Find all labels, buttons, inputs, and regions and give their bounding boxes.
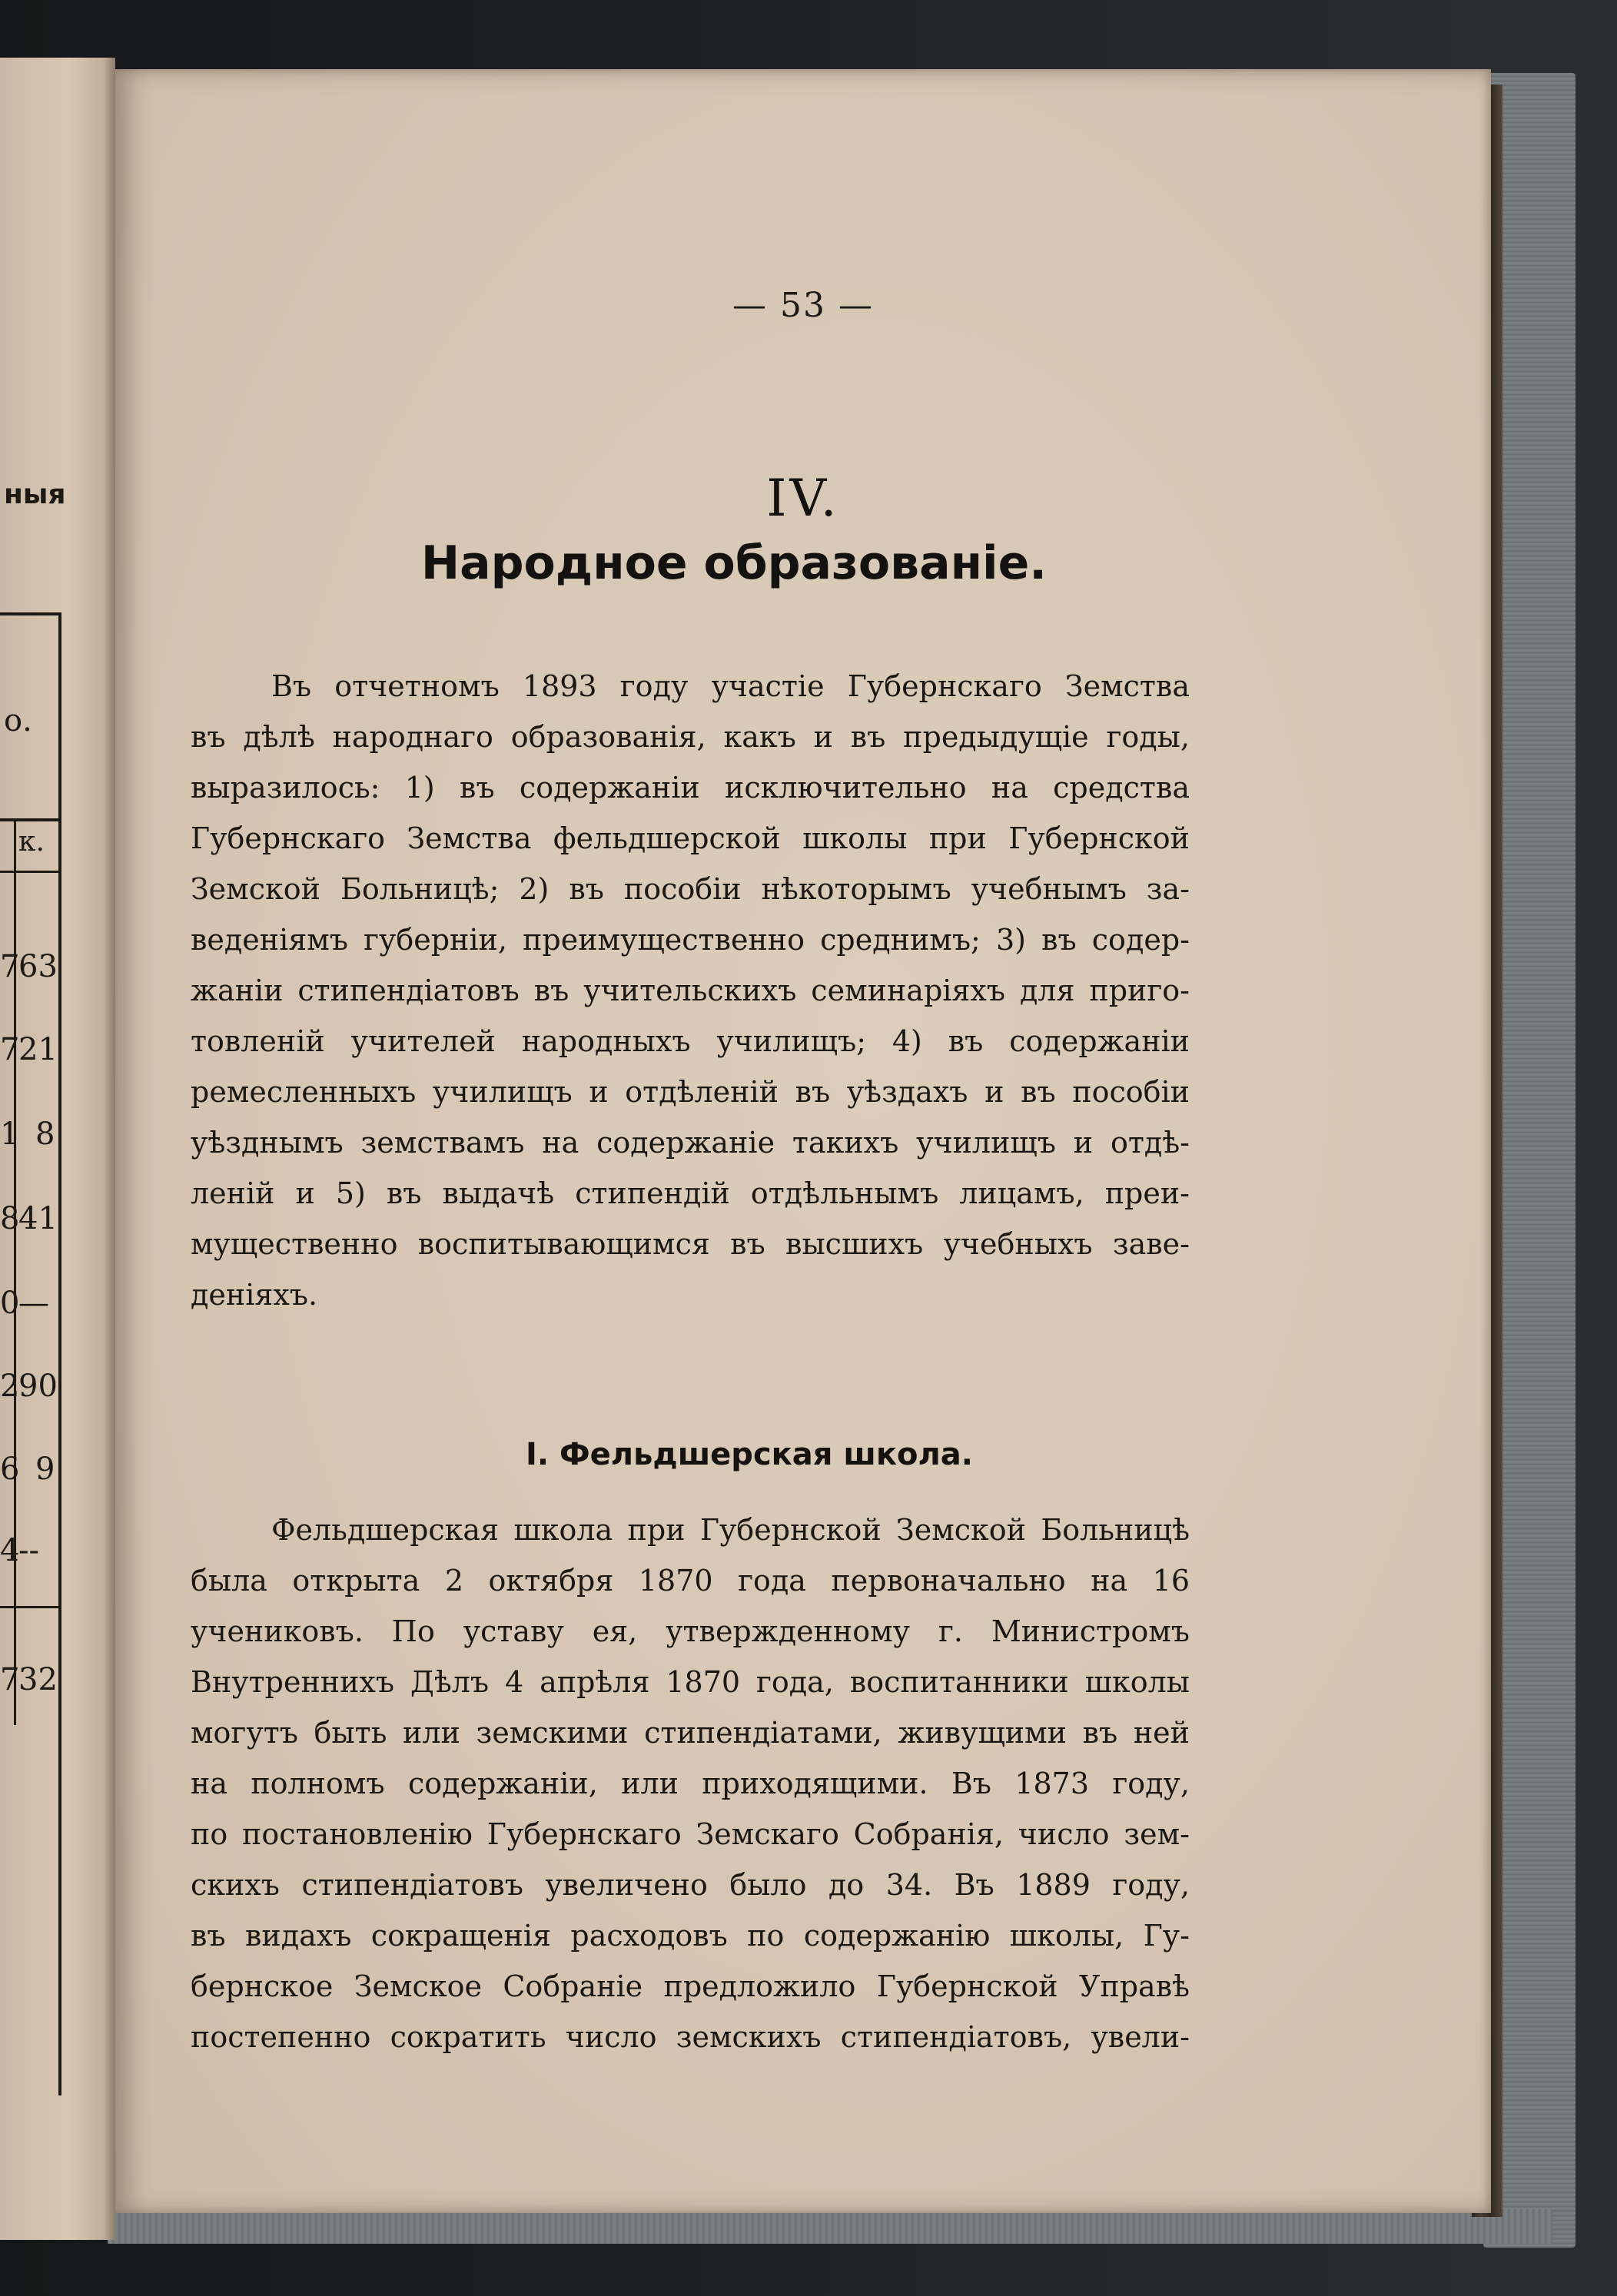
text-line: въ видахъ сокращенія расходовъ по содержанію школы, Гу- — [191, 1919, 1190, 1953]
section-heading: I. Фельдшерская школа. — [526, 1437, 973, 1472]
left-table-cell: 6 — [0, 1452, 20, 1487]
left-table-cell: 90 — [18, 1369, 58, 1404]
intro-paragraph — [191, 661, 1190, 1320]
left-table-cell: 0 — [0, 1286, 20, 1321]
left-table-cell: 32 — [18, 1662, 58, 1697]
text-line: Внутреннихъ Дѣлъ 4 апрѣля 1870 года, воспитанники школы — [191, 1665, 1190, 1699]
left-table-cell: 4 — [0, 1533, 20, 1568]
left-table-cell: 21 — [18, 1032, 58, 1067]
left-table-total-rule — [0, 1606, 61, 1608]
chapter-numeral: IV. — [766, 469, 840, 528]
text-line: Въ отчетномъ 1893 году участіе Губернскаго Земства — [271, 669, 1190, 703]
text-line: по постановленію Губернскаго Земскаго Собранія, число зем- — [191, 1817, 1190, 1851]
text-line: ремесленныхъ училищъ и отдѣленій въ уѣздахъ и въ пособіи — [191, 1075, 1190, 1109]
left-table-top-rule — [0, 612, 61, 615]
text-line: деніяхъ. — [191, 1278, 318, 1312]
left-table-cell: 7 — [0, 1662, 20, 1697]
text-line: уѣзднымъ земствамъ на содержаніе такихъ училищъ и отдѣ- — [191, 1126, 1190, 1160]
page-number: — 53 — — [732, 286, 874, 325]
text-line: скихъ стипендіатовъ увеличено было до 34. Въ 1889 году, — [191, 1868, 1190, 1902]
left-table-cell: 9 — [35, 1452, 55, 1487]
left-table-cell: 7 — [0, 949, 20, 984]
left-page-heading-fragment: ныя — [4, 479, 66, 510]
text-line: мущественно воспитывающимся въ высшихъ учебныхъ заве- — [191, 1227, 1190, 1261]
text-line: выразилось: 1) въ содержаніи исключительно на средства — [191, 771, 1190, 805]
left-table-cell: 41 — [18, 1201, 58, 1236]
left-table-column-rule — [58, 612, 61, 2095]
text-line: товленій учителей народныхъ училищъ; 4) въ содержаніи — [191, 1024, 1190, 1058]
left-table-cell: 1 — [0, 1116, 20, 1152]
left-table-header-rule — [0, 818, 61, 821]
left-table-cell: 8 — [35, 1116, 55, 1152]
text-line: учениковъ. По уставу ея, утвержденному г. Министромъ — [191, 1614, 1190, 1648]
text-line: леній и 5) въ выдачѣ стипендій отдѣльнымъ лицамъ, преи- — [191, 1176, 1190, 1210]
left-table-header-1: о. — [4, 703, 32, 738]
text-line: въ дѣлѣ народнаго образованія, какъ и въ предыдущіе годы, — [191, 720, 1190, 754]
left-table-cell: 63 — [18, 949, 58, 984]
text-line: Земской Больницѣ; 2) въ пособіи нѣкоторымъ учебнымъ за- — [191, 872, 1190, 906]
text-line: постепенно сократить число земскихъ стипендіатовъ, увели- — [191, 2020, 1190, 2054]
text-line: Фельдшерская школа при Губернской Земской Больницѣ — [271, 1513, 1190, 1547]
left-table-cell: 7 — [0, 1032, 20, 1067]
left-table-header-2: к. — [18, 826, 45, 858]
text-line: бернское Земское Собраніе предложило Губернской Управѣ — [191, 1969, 1190, 2003]
text-line: веденіямъ губерніи, преимущественно среднимъ; 3) въ содер- — [191, 923, 1190, 957]
left-table-cell: 2 — [0, 1369, 20, 1404]
text-line: была открыта 2 октября 1870 года первоначально на 16 — [191, 1564, 1190, 1598]
left-table-cell: — — [18, 1286, 49, 1321]
text-line: Губернскаго Земства фельдшерской школы при Губернской — [191, 821, 1190, 855]
text-line: на полномъ содержаніи, или приходящими. Въ 1873 году, — [191, 1767, 1190, 1800]
left-table-cell: 8 — [0, 1201, 20, 1236]
section-paragraph — [191, 1505, 1190, 2062]
left-table-subheader-rule — [0, 871, 61, 873]
book-cover-bottom — [108, 2209, 1552, 2244]
text-line: жаніи стипендіатовъ въ учительскихъ семинаріяхъ для приго- — [191, 974, 1190, 1007]
text-line: могутъ быть или земскими стипендіатами, живущими въ ней — [191, 1716, 1190, 1750]
left-page-fragment — [0, 58, 115, 2240]
chapter-title: Народное образованіе. — [420, 536, 1048, 590]
book-page — [115, 69, 1491, 2213]
left-table-cell: -- — [18, 1533, 40, 1568]
